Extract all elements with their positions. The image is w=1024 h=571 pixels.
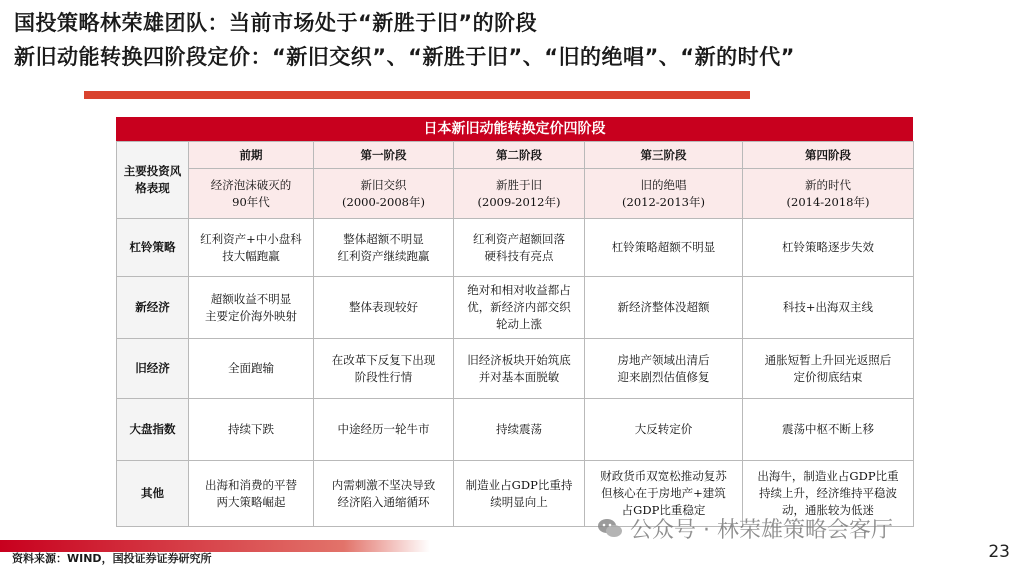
cell-line: 新的时代 bbox=[805, 177, 851, 192]
cell-line: 超额收益不明显 bbox=[210, 291, 292, 306]
cell-line: 红利资产继续跑赢 bbox=[337, 248, 430, 263]
cell-line: 全面跑输 bbox=[228, 361, 274, 375]
cell-line: 持续上升，经济维持平稳波 bbox=[759, 486, 897, 500]
table-cell bbox=[189, 399, 314, 461]
cell-line: 技大幅跑赢 bbox=[222, 248, 280, 263]
title-block bbox=[14, 6, 795, 74]
cell-line: 经济陷入通缩循环 bbox=[337, 494, 430, 509]
phase-header: 第二阶段 bbox=[454, 142, 585, 169]
table-cell bbox=[189, 461, 314, 527]
cell-line: 续明显向上 bbox=[490, 494, 548, 509]
table-row bbox=[117, 339, 914, 399]
table-cell bbox=[454, 461, 585, 527]
cell-line: 中途经历一轮牛市 bbox=[337, 422, 430, 436]
page-title: 国投策略林荣雄团队：当前市场处于“新胜于旧”的阶段 bbox=[14, 11, 538, 35]
cell-line: 整体表现较好 bbox=[349, 300, 418, 314]
cell-line: 通胀短暂上升回光返照后 bbox=[764, 352, 892, 367]
table-cell bbox=[585, 219, 743, 277]
table-cell bbox=[454, 339, 585, 399]
cell-line: 90年代 bbox=[232, 194, 270, 209]
phase-header: 第三阶段 bbox=[585, 142, 743, 169]
cell-line: 迎来剧烈估值修复 bbox=[617, 369, 710, 384]
table-row bbox=[117, 277, 914, 339]
cell-line: 新胜于旧 bbox=[496, 177, 542, 192]
table-cell bbox=[585, 399, 743, 461]
phase-subtitle bbox=[454, 169, 585, 219]
table-cell bbox=[189, 219, 314, 277]
cell-line: 旧的绝唱 bbox=[640, 177, 687, 192]
table-cell bbox=[743, 219, 914, 277]
table-cell bbox=[743, 399, 914, 461]
row-header: 旧经济 bbox=[117, 339, 189, 399]
cell-line: 经济泡沫破灭的 bbox=[210, 177, 292, 192]
cell-line: 动，通胀较为低迷 bbox=[782, 503, 874, 517]
phase-subtitle bbox=[189, 169, 314, 219]
cell-line: (2000-2008年) bbox=[342, 194, 425, 209]
table-cell bbox=[454, 219, 585, 277]
cell-line: 红利资产超额回落 bbox=[473, 231, 565, 246]
wechat-icon bbox=[596, 514, 624, 542]
cell-line: 杠铃策略逐步失效 bbox=[782, 240, 874, 254]
cell-line: 新旧交织 bbox=[360, 177, 407, 192]
row-header: 新经济 bbox=[117, 277, 189, 339]
cell-line: 旧经济板块开始筑底 bbox=[467, 352, 571, 367]
cell-line: 震荡中枢不断上移 bbox=[782, 422, 874, 436]
cell-line: 整体超额不明显 bbox=[343, 231, 424, 246]
watermark-text: 公众号 · 林荣雄策略会客厅 bbox=[630, 517, 893, 543]
cell-line: 硬科技有亮点 bbox=[484, 248, 554, 263]
table-cell bbox=[314, 399, 454, 461]
cell-line: 定价彻底结束 bbox=[793, 369, 863, 384]
cell-line: 新经济整体没超额 bbox=[617, 300, 710, 314]
table-cell bbox=[454, 277, 585, 339]
row-header: 其他 bbox=[117, 461, 189, 527]
phase-header: 第四阶段 bbox=[743, 142, 914, 169]
cell-line: 房地产领域出清后 bbox=[617, 352, 710, 367]
page-number: 23 bbox=[988, 542, 1010, 562]
phase-header: 第一阶段 bbox=[314, 142, 454, 169]
phase-subtitle bbox=[314, 169, 454, 219]
cell-line: 优，新经济内部交织 bbox=[467, 300, 571, 314]
phase-table bbox=[116, 141, 914, 527]
cell-line: 红利资产+中小盘科 bbox=[200, 231, 302, 246]
cell-line: 大反转定价 bbox=[634, 422, 693, 436]
cell-line: 并对基本面脱敏 bbox=[478, 369, 560, 384]
table-cell bbox=[743, 339, 914, 399]
title-underline bbox=[84, 91, 750, 99]
cell-line: (2012-2013年) bbox=[622, 194, 705, 209]
table-cell bbox=[585, 277, 743, 339]
table-cell bbox=[314, 219, 454, 277]
cell-line: 制造业占GDP比重持 bbox=[465, 477, 573, 492]
cell-line: 持续震荡 bbox=[496, 422, 542, 436]
source-note: 资料来源：WIND，国投证券证券研究所 bbox=[12, 552, 212, 565]
cell-line: 财政货币双宽松推动复苏 bbox=[600, 469, 727, 483]
table-row bbox=[117, 219, 914, 277]
cell-line: 但核心在于房地产+建筑 bbox=[601, 486, 726, 500]
phase-subtitle bbox=[743, 169, 914, 219]
cell-line: 内需刺激不坚决导致 bbox=[331, 477, 436, 492]
cell-line: 出海和消费的平替 bbox=[205, 477, 297, 492]
row-header: 杠铃策略 bbox=[117, 219, 189, 277]
table-cell bbox=[585, 339, 743, 399]
cell-line: 科技+出海双主线 bbox=[782, 300, 874, 314]
cell-line: 在改革下反复下出现 bbox=[331, 352, 436, 367]
cell-line: 两大策略崛起 bbox=[216, 494, 286, 509]
phase-subtitle-row bbox=[117, 169, 914, 219]
comparison-table bbox=[116, 117, 913, 527]
table-cell bbox=[189, 339, 314, 399]
table-cell bbox=[314, 277, 454, 339]
corner-header: 主要投资风格表现 bbox=[117, 142, 189, 219]
cell-line: 占GDP比重稳定 bbox=[621, 503, 706, 517]
table-cell bbox=[189, 277, 314, 339]
cell-line: (2009-2012年) bbox=[477, 194, 561, 209]
cell-line: 阶段性行情 bbox=[354, 369, 413, 384]
table-row bbox=[117, 399, 914, 461]
table-heading: 日本新旧动能转换定价四阶段 bbox=[116, 117, 913, 141]
row-header: 大盘指数 bbox=[117, 399, 189, 461]
phase-subtitle bbox=[585, 169, 743, 219]
cell-line: (2014-2018年) bbox=[786, 194, 870, 209]
phase-header: 前期 bbox=[189, 142, 314, 169]
watermark bbox=[596, 508, 996, 548]
phase-header-row bbox=[117, 142, 914, 169]
table-cell bbox=[314, 461, 454, 527]
cell-line: 绝对和相对收益都占 bbox=[467, 283, 571, 297]
table-cell bbox=[314, 339, 454, 399]
cell-line: 持续下跌 bbox=[228, 422, 274, 436]
cell-line: 出海牛，制造业占GDP比重 bbox=[757, 469, 899, 483]
page-subtitle: 新旧动能转换四阶段定价：“新旧交织”、“新胜于旧”、“旧的绝唱”、“新的时代” bbox=[14, 45, 795, 69]
cell-line: 轮动上涨 bbox=[496, 317, 542, 331]
cell-line: 主要定价海外映射 bbox=[205, 308, 297, 323]
cell-line: 杠铃策略超额不明显 bbox=[611, 240, 716, 254]
table-cell bbox=[454, 399, 585, 461]
table-cell bbox=[743, 277, 914, 339]
